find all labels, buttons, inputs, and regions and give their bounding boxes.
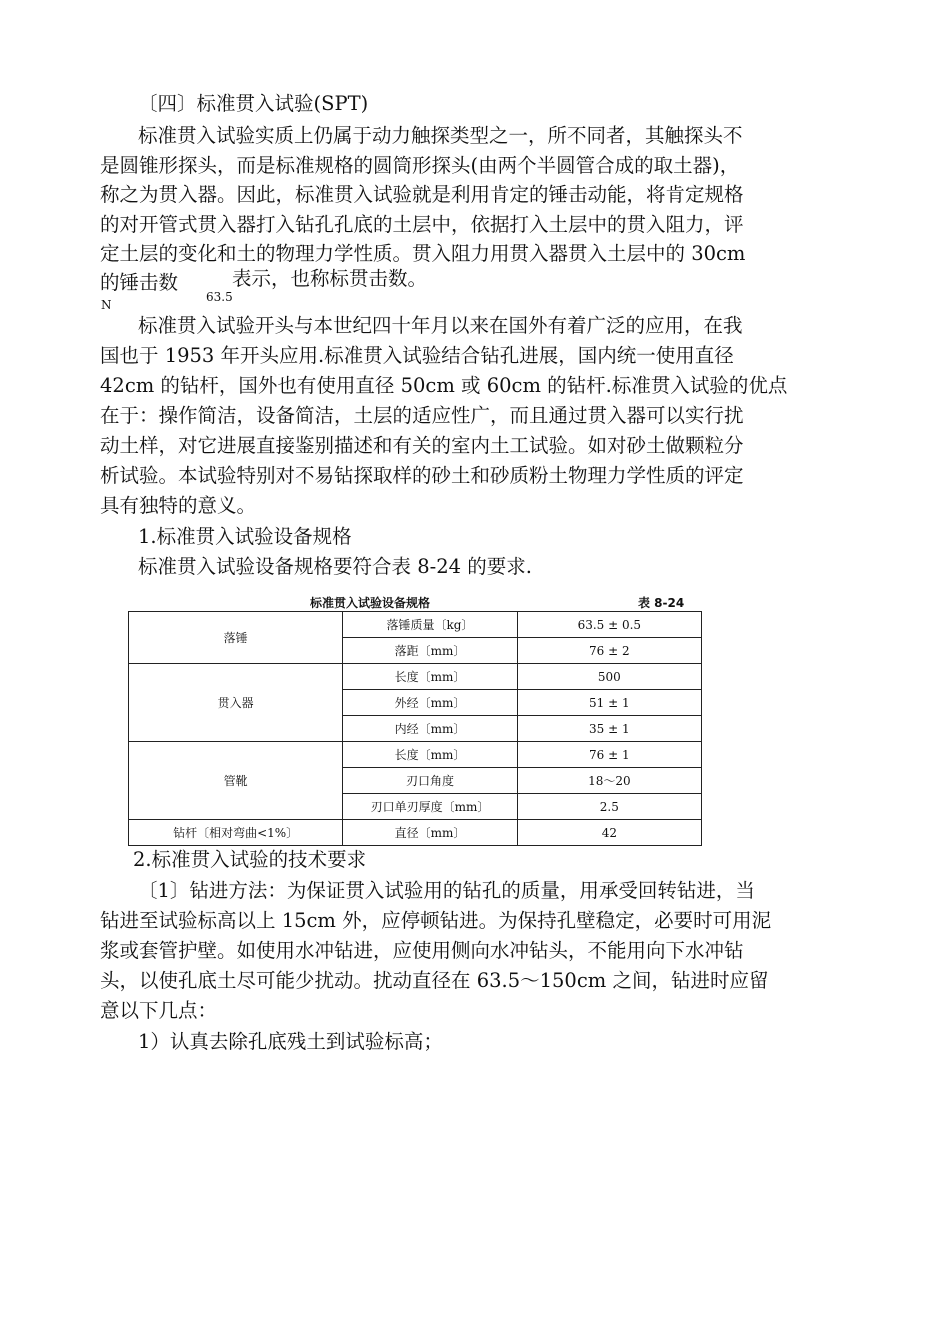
para2-line-1: 标准贯入试验开头与本世纪四十年月以来在国外有着广泛的应用，在我 [138,314,743,337]
param-cell: 直径〔mm〕 [343,820,517,846]
value-cell: 500 [517,664,701,690]
para1-line-6a: 的锤击数 [100,271,179,294]
para4-line-3: 浆或套管护壁。如使用水冲钻进，应使用侧向水冲钻头，不能用向下水冲钻 [100,939,744,962]
symbol-main: N [101,298,112,312]
para2-line-3: 42cm 的钻杆，国外也有使用直径 50cm 或 60cm 的钻杆.标准贯入试验的优点 [100,374,788,397]
table-row [129,742,702,768]
heading-equipment-spec: 1.标准贯入试验设备规格 [138,525,352,548]
group-rod: 钻杆〔相对弯曲<1%〕 [129,820,343,846]
table-row [129,612,702,638]
value-cell: 42 [517,820,701,846]
param-cell: 刃口角度 [343,768,517,794]
heading-technical-requirements: 2.标准贯入试验的技术要求 [133,848,367,871]
value-cell: 18～20 [517,768,701,794]
para4-line-5: 意以下几点： [100,999,218,1022]
table-caption: 标准贯入试验设备规格 [310,596,431,610]
para4-line-1: 〔1〕钻进方法：为保证贯入试验用的钻孔的质量，用承受回转钻进，当 [138,879,755,902]
value-cell: 51 ± 1 [517,690,701,716]
value-cell: 76 ± 1 [517,742,701,768]
list-item-1: 1）认真去除孔底残土到试验标高； [138,1030,443,1053]
para2-line-2: 国也于 1953 年开头应用.标准贯入试验结合钻孔进展，国内统一使用直径 [100,344,734,367]
para1-line-6b: 表示，也称标贯击数。 [232,267,428,290]
para4-line-2: 钻进至试验标高以上 15cm 外，应停顿钻进。为保持孔壁稳定，必要时可用泥 [100,909,772,932]
param-cell: 落锤质量〔kg〕 [343,612,517,638]
param-cell: 外经〔mm〕 [343,690,517,716]
para2-line-5: 动土样，对它进展直接鉴别描述和有关的室内土工试验。如对砂土做颗粒分 [100,434,744,457]
param-cell: 落距〔mm〕 [343,638,517,664]
table-row [129,664,702,690]
para1-line-4: 的对开管式贯入器打入钻孔孔底的土层中，依据打入土层中的贯入阻力，评 [100,213,744,236]
param-cell: 刃口单刃厚度〔mm〕 [343,794,517,820]
group-sampler: 贯入器 [129,664,343,742]
para2-line-6: 析试验。本试验特别对不易钻探取样的砂土和砂质粉土物理力学性质的评定 [100,464,744,487]
para2-line-7: 具有独特的意义。 [100,494,257,517]
param-cell: 内经〔mm〕 [343,716,517,742]
param-cell: 长度〔mm〕 [343,742,517,768]
group-shoe: 管靴 [129,742,343,820]
para4-line-4: 头，以使孔底土尽可能少扰动。扰动直径在 63.5～150cm 之间，钻进时应留 [100,969,769,992]
spec-table [128,611,702,846]
param-cell: 长度〔mm〕 [343,664,517,690]
para1-line-3: 称之为贯入器。因此，标准贯入试验就是利用肯定的锤击动能，将肯定规格 [100,183,744,206]
para1-line-1: 标准贯入试验实质上仍属于动力触探类型之一，所不同者，其触探头不 [138,124,743,147]
value-cell: 35 ± 1 [517,716,701,742]
para1-line-2: 是圆锥形探头，而是标准规格的圆筒形探头(由两个半圆管合成的取土器)， [100,154,740,177]
table-row [129,820,702,846]
symbol-subscript: 63.5 [206,290,233,304]
value-cell: 63.5 ± 0.5 [517,612,701,638]
value-cell: 76 ± 2 [517,638,701,664]
group-hammer: 落锤 [129,612,343,664]
value-cell: 2.5 [517,794,701,820]
section-heading: 〔四〕标准贯入试验(SPT) [138,92,369,115]
para3: 标准贯入试验设备规格要符合表 8-24 的要求. [138,555,532,578]
para2-line-4: 在于：操作简洁，设备简洁，土层的适应性广，而且通过贯入器可以实行扰 [100,404,744,427]
para1-line-5: 定土层的变化和土的物理力学性质。贯入阻力用贯入器贯入土层中的 30cm [100,242,746,265]
table-number: 表 8-24 [638,596,685,610]
